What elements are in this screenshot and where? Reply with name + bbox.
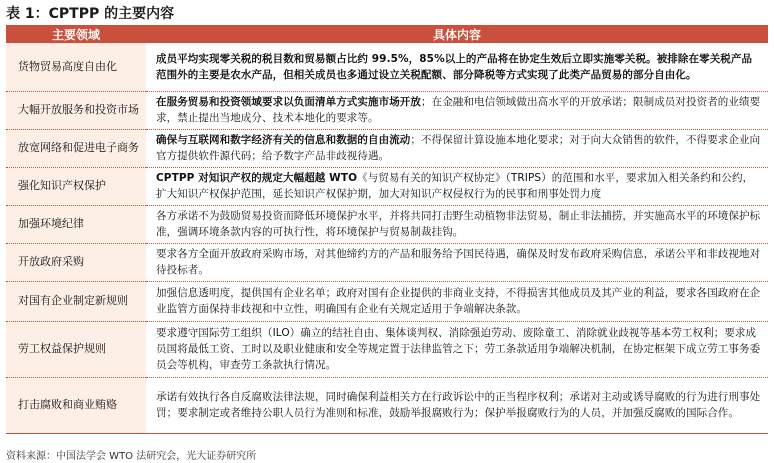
table-row	[6, 281, 768, 321]
row-content	[146, 43, 768, 91]
row-area: 强化知识产权保护	[6, 167, 146, 205]
row-content	[146, 91, 768, 129]
header-area: 主要领域	[6, 25, 146, 43]
table-row	[6, 321, 768, 377]
table-row	[6, 205, 768, 243]
row-content	[146, 281, 768, 321]
row-content	[146, 129, 768, 167]
row-area: 加强环境纪律	[6, 205, 146, 243]
row-content	[146, 377, 768, 433]
content-bold: 确保与互联网和数字经济有关的信息和数据的自由流动	[156, 134, 411, 146]
row-area: 打击腐败和商业贿赂	[6, 377, 146, 433]
row-area: 货物贸易高度自由化	[6, 43, 146, 91]
header-row	[6, 25, 768, 43]
content-text: ；在金融和电信领域做出高水平的开放承诺；限制成员对投资者的业绩要求，禁止提出当地成分、技术本地化的要求等。	[156, 96, 761, 124]
content-text: 《与贸易有关的知识产权协定》（TRIPS）的范围和水平，要求加入相关条约和公约，扩大知识产权保护范围，延长知识产权保护期，加大对知识产权侵权行为的民事和刑事处罚力度	[156, 172, 754, 200]
table-row	[6, 377, 768, 433]
content-text: ；不得保留计算设施本地化要求；对于向大众销售的软件，不得要求企业向官方提供软件源代码；给予数字产品非歧视待遇。	[156, 134, 761, 162]
row-area: 劳工权益保护规则	[6, 321, 146, 377]
content-text: 要求各方全面开放政府采购市场，对其他缔约方的产品和服务给予国民待遇，确保及时发布政府采购信息，承诺公平和非歧视地对待投标者。	[156, 248, 761, 276]
row-content	[146, 167, 768, 205]
table-row	[6, 43, 768, 91]
source-note: 资料来源：中国法学会 WTO 法研究会，光大证券研究所	[6, 451, 257, 462]
content-text: 加强信息透明度，提供国有企业名单；政府对国有企业提供的非商业支持，不得损害其他成员及其产业的利益，要求各国政府在企业监管方面保持非歧视和中立性，明确国有企业有关规定适用于争端解决条款。	[156, 287, 761, 315]
content-bold: 成员平均实现零关税的税目数和贸易额占比约 99.5%，85%以上的产品将在协定生效后立即实施零关税。被排除在零关税产品范围外的主要是农水产品，但相关成员也多通过设立关税配额、部分降税等方式实现了此类产品贸易的部分自由化。	[156, 52, 753, 81]
row-content	[146, 243, 768, 281]
cptpp-table	[6, 25, 768, 434]
table-title: 表 1：CPTPP 的主要内容	[6, 6, 175, 22]
content-bold: 在服务贸易和投资领域要求以负面清单方式实施市场开放	[156, 96, 421, 108]
table-row	[6, 243, 768, 281]
row-area: 大幅开放服务和投资市场	[6, 91, 146, 129]
content-bold: CPTPP 对知识产权的规定大幅超越 WTO	[156, 172, 358, 184]
content-text: 要求遵守国际劳工组织（ILO）确立的结社自由、集体谈判权、消除强迫劳动、废除童工、消除就业歧视等基本劳工权利；要求成员国将最低工资、工时以及职业健康和安全等规定置于法律监管之下；劳工条款适用争端解决机制，在协定框架下成立劳工事务委员会等机构，审查劳工条款执行情况。	[156, 327, 761, 371]
table-row	[6, 167, 768, 205]
header-content: 具体内容	[146, 25, 768, 43]
content-text: 各方承诺不为鼓励贸易投资而降低环境保护水平，并将共同打击野生动植物非法贸易，制止非法捕捞，并实施高水平的环境保护标准，强调环境条款内容的可执行性，将环境保护与贸易制裁挂钩。	[156, 210, 761, 238]
row-content	[146, 205, 768, 243]
content-text: 承诺有效执行各自反腐败法律法规，同时确保利益相关方在行政诉讼中的正当程序权利；承诺对主动或诱导腐败的行为进行刑事处罚；要求制定或者维持公职人员行为准则和标准，鼓励举报腐败行为；保护举报腐败行为的人员，并加强反腐败的国际合作。	[156, 391, 761, 419]
row-area: 对国有企业制定新规则	[6, 281, 146, 321]
row-area: 放宽网络和促进电子商务	[6, 129, 146, 167]
table-row	[6, 129, 768, 167]
row-area: 开放政府采购	[6, 243, 146, 281]
table-row	[6, 91, 768, 129]
row-content	[146, 321, 768, 377]
